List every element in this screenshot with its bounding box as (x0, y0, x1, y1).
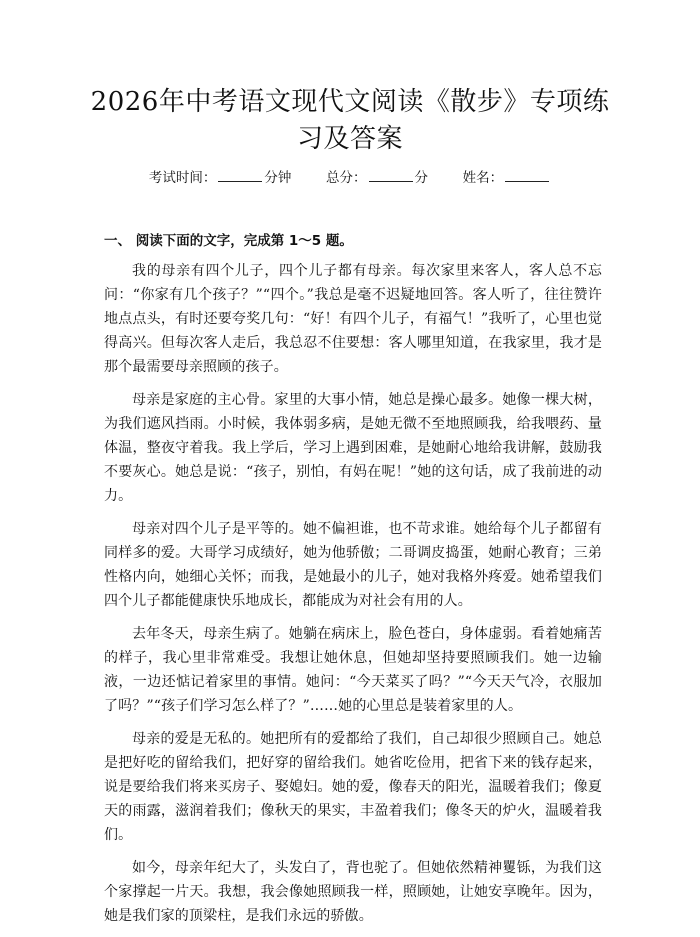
passage-paragraph: 母亲对四个儿子是平等的。她不偏袒谁，也不苛求谁。她给每个儿子都留有同样多的爱。大哥学习成绩好，她为他骄傲；二哥调皮捣蛋，她耐心教育；三弟性格内向，她细心关怀；而我，是她最小的儿子，她对我格外疼爱。她希望我们四个儿子都能健康快乐地成长，都能成为对社会有用的人。 (104, 521, 602, 609)
student-name-label: 姓名： (462, 170, 504, 186)
exam-info-line (0, 169, 700, 187)
reading-passage (104, 259, 602, 937)
exam-time-label: 考试时间： (148, 170, 217, 186)
passage-paragraph: 去年冬天，母亲生病了。她躺在病床上，脸色苍白，身体虚弱。看着她痛苦的样子，我心里非常难受。我想让她休息，但她却坚持要照顾我们。她一边输液，一边还惦记着家里的事情。她问：“今天菜买了吗？”“今天天气冷，衣服加了吗？”“孩子们学习怎么样了？”……她的心里总是装着家里的人。 (104, 626, 602, 714)
document-title: 2026年中考语文现代文阅读《散步》专项练习及答案 (90, 87, 610, 154)
passage-paragraph: 我的母亲有四个儿子，四个儿子都有母亲。每次家里来客人，客人总不忘问：“你家有几个孩子？”“四个。”我总是毫不迟疑地回答。客人听了，往往赞许地点点头，有时还要夸奖几句：“好！有四个儿子，有福气！”我听了，心里也觉得高兴。但每次客人走后，我总忍不住要想：客人哪里知道，在我家里，我才是那个最需要母亲照顾的孩子。 (104, 263, 602, 375)
total-score-blank (369, 169, 413, 182)
section-heading: 一、 阅读下面的文字，完成第 1～5 题。 (104, 233, 353, 249)
total-score-field (326, 169, 428, 187)
total-score-label: 总分： (326, 170, 367, 186)
passage-paragraph: 母亲是家庭的主心骨。家里的大事小情，她总是操心最多。她像一棵大树，为我们遮风挡雨。小时候，我体弱多病，是她无微不至地照顾我，给我喂药、量体温，整夜守着我。我上学后，学习上遇到困难，是她耐心地给我讲解，鼓励我不要灰心。她总是说：“孩子，别怕，有妈在呢！”她的这句话，成了我前进的动力。 (104, 392, 602, 504)
student-name-blank (505, 169, 549, 182)
exam-time-blank (218, 169, 262, 182)
passage-paragraph: 如今，母亲年纪大了，头发白了，背也驼了。但她依然精神矍铄，为我们这个家撑起一片天。我想，我会像她照顾我一样，照顾她，让她安享晚年。因为，她是我们家的顶梁柱，是我们永远的骄傲。 (104, 860, 602, 924)
student-name-field (463, 169, 552, 187)
exam-time-unit: 分钟 (264, 170, 292, 186)
passage-paragraph: 母亲的爱是无私的。她把所有的爱都给了我们，自己却很少照顾自己。她总是把好吃的留给我们，把好穿的留给我们。她省吃俭用，把省下来的钱存起来，说是要给我们将来买房子、娶媳妇。她的爱，像春天的阳光，温暖着我们；像夏天的雨露，滋润着我们；像秋天的果实，丰盈着我们；像冬天的炉火，温暖着我们。 (104, 731, 602, 843)
exam-time-field (149, 169, 292, 187)
total-score-unit: 分 (414, 170, 428, 186)
